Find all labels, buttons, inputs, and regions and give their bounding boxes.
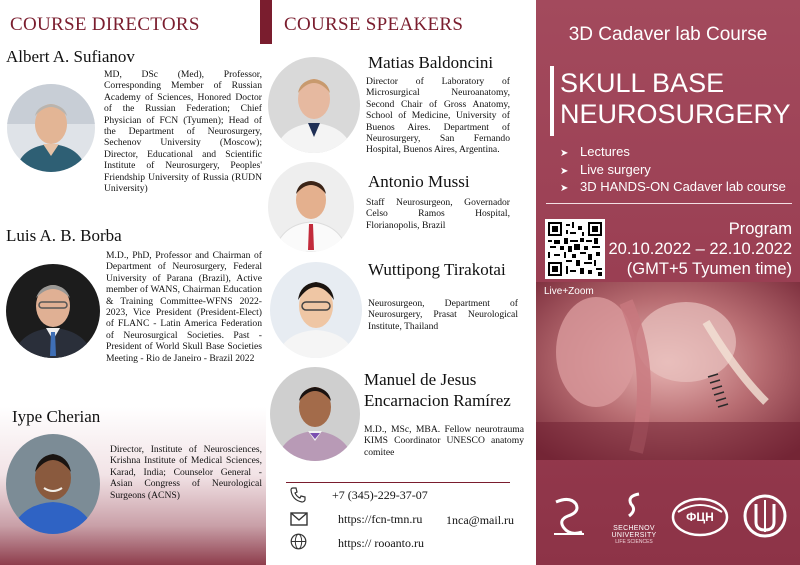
arrow-icon: ➤ [560, 165, 569, 177]
program-dates: 20.10.2022 – 22.10.2022 [608, 240, 792, 258]
speaker-name-tirakotai: Wuttipong Tirakotai [368, 260, 506, 279]
speaker-bio-mussi: Staff Neurosurgeon, Governador Celso Ramos Hospital, Florianopolis, Brazil [366, 197, 510, 231]
director-name-borba: Luis A. B. Borba [6, 226, 122, 245]
speaker-photo-baldoncini [268, 57, 360, 153]
mail-icon [290, 512, 308, 531]
fcn-logo-text: ФЦН [686, 510, 714, 524]
contact-site2[interactable]: https:// rooanto.ru [338, 536, 424, 550]
course-title-line2: NEUROSURGERY [560, 99, 791, 129]
course-panel [536, 0, 800, 565]
bullet-item: ➤ Live surgery [560, 162, 786, 180]
speaker-name-mussi: Antonio Mussi [368, 172, 470, 191]
sechenov-logo-icon [619, 490, 649, 520]
director-bio-sufianov: MD, DSc (Med), Professor, Corresponding Member of Russian Academy of Sciences, Honored Doctor of the Russian Federation; Chief Physician of FCN (Tyumen); Head of the Department of Neurosurgery, Sechenov University (Moscow); Director, Educational and Scientific Institute of Neurosurgery, Peoples' Friendship University of Russia (RUDN University) [104, 69, 262, 195]
live-zoom-label: Live+Zoom [544, 286, 594, 297]
program-label: Program [728, 220, 792, 238]
contact-phone[interactable]: +7 (345)-229-37-07 [332, 488, 428, 502]
panel-divider [546, 203, 792, 204]
surgery-image [536, 282, 800, 460]
course-bullets [560, 144, 786, 197]
speakers-column [266, 0, 536, 565]
speaker-bio-tirakotai: Neurosurgeon, Department of Neurosurgery, Prasat Neurological Institute, Thailand [368, 298, 518, 332]
speakers-heading: COURSE SPEAKERS [284, 14, 464, 35]
directors-column [0, 0, 266, 565]
sechenov-subcaption: LIFE SCIENCES [615, 539, 653, 545]
speaker-name-encarnacion-1: Manuel de Jesus [364, 370, 477, 389]
contact-email[interactable]: 1nca@mail.ru [446, 513, 515, 527]
fcn-logo [670, 494, 730, 545]
arrow-icon: ➤ [560, 148, 569, 159]
directors-heading: COURSE DIRECTORS [10, 14, 200, 35]
director-photo-cherian [6, 434, 100, 534]
director-name-sufianov: Albert A. Sufianov [6, 47, 135, 66]
institute-logo-icon [546, 494, 592, 545]
phone-icon [290, 487, 306, 508]
arrow-icon: ➤ [560, 183, 569, 194]
course-title [560, 68, 791, 130]
bullet-item: ➤ 3D HANDS-ON Cadaver lab course [560, 179, 786, 197]
partner-logos [536, 484, 800, 554]
speaker-name-encarnacion-2: Encarnacion Ramírez [364, 391, 511, 410]
director-bio-borba: M.D., PhD, Professor and Chairman of Department of Neurosurgery, Federal University of Parana (Brazil), Active member of WANS, Chairman Education & Training Committee-WFNS 2022-2023, Vice President (President-Elect) of FLANC - Latin America Federation of Neurosurgical Societies. Past - President of World Skull Base Societies Meeting - Rio de Janeiro - Brazil 2022 [106, 250, 262, 364]
speaker-bio-baldoncini: Director of Laboratory of Microsurgical Neuroanatomy, Second Chair of Gross Anatomy, School of Medicine, University of Buenos Aires. Department of Neurosurgery, San Fernando Hospital, Buenos Aires, Argentina. [366, 76, 510, 156]
rudn-logo-icon [740, 492, 790, 545]
globe-icon [290, 533, 307, 555]
director-photo-borba [6, 264, 100, 358]
sechenov-caption: SECHENOV UNIVERSITY [611, 525, 657, 539]
speaker-bio-encarnacion: M.D., MSc, MBA. Fellow neurotrauma KIMS Coordinator UNESCO anatomy comitee [364, 424, 524, 458]
director-bio-cherian: Director, Institute of Neurosciences, Krishna Institute of Medical Sciences, Karad, India; Counselor General - Asian Congress of Neurological Surgeons (ACNS) [110, 444, 262, 501]
title-accent-bar [550, 66, 554, 136]
director-name-cherian: Iype Cherian [12, 407, 101, 426]
speaker-photo-encarnacion [270, 367, 360, 461]
sechenov-logo [596, 490, 672, 545]
bullet-item: ➤ Lectures [560, 144, 786, 162]
lab-course-title: 3D Cadaver lab Course [568, 24, 768, 45]
speakers-heading-bar [266, 0, 272, 44]
contacts-divider [286, 482, 510, 483]
speaker-photo-mussi [268, 162, 354, 252]
director-photo-sufianov [7, 84, 95, 172]
contact-site[interactable]: https://fcn-tmn.ru [338, 512, 423, 526]
program-info [608, 219, 792, 279]
speaker-photo-tirakotai [270, 262, 362, 358]
speaker-name-baldoncini: Matias Baldoncini [368, 53, 494, 72]
qr-code[interactable] [545, 219, 605, 279]
program-timezone: (GMT+5 Tyumen time) [626, 260, 792, 278]
course-title-line1: SKULL BASE [560, 68, 725, 98]
